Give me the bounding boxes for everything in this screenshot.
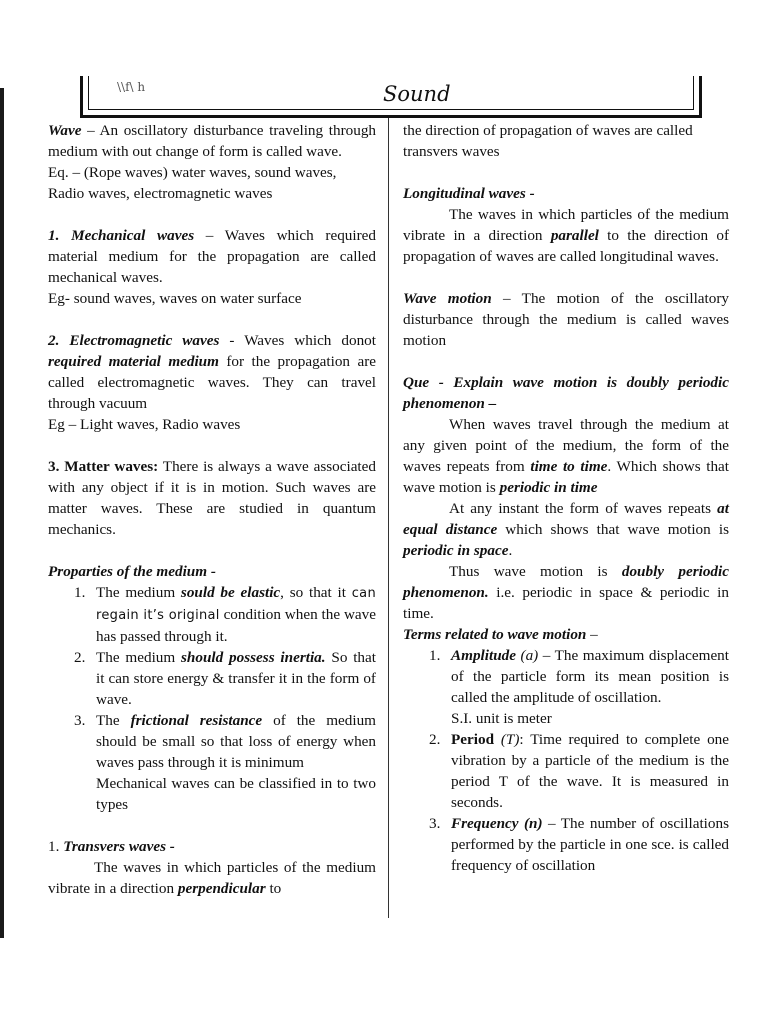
transvers-num: 1. xyxy=(48,838,64,855)
transvers-def: The waves in which particles of the medium vibrate in a direction perpendicular to xyxy=(48,859,376,897)
chapter-header xyxy=(80,76,702,118)
matter-waves xyxy=(48,456,376,540)
property-item: 1. The medium sould be elastic, so that it can regain it’s original condition when the wave has passed through it. xyxy=(74,584,376,645)
page-edge-shadow xyxy=(0,88,4,938)
matter-def: There is always a wave associated with any object if it is in motion. Such waves are matter waves. These are studied in quantum mechanics. xyxy=(48,458,376,538)
term-item: 3. Frequency (n) – The number of oscillations performed by the particle in one sce. is called frequency of oscillation xyxy=(429,815,729,874)
transvers-continued: the direction of propagation of waves are called transvers waves xyxy=(403,122,693,160)
mechanical-waves xyxy=(48,225,376,288)
mechanical-def: – Waves which required material medium for the propagation are called mechanical waves. xyxy=(48,227,376,286)
em-def-2: for the propagation are called electromagnetic waves. They can travel through vacuum xyxy=(48,353,376,412)
question: Que - Explain wave motion is doubly periodic phenomenon – xyxy=(403,374,729,412)
properties-list xyxy=(48,582,376,815)
transvers-term: Transvers waves - xyxy=(63,838,175,855)
left-column xyxy=(48,120,376,899)
term-item: 2. Period (T): Time required to complete one vibration by a particle of the medium is the period T of the wave. It is measured in seconds. xyxy=(429,731,730,811)
property-item: 3. The frictional resistance of the medium should be small so that loss of energy when waves pass through it is minimum Mechanical waves can be classified in to two types xyxy=(74,712,376,813)
electromagnetic-waves xyxy=(48,330,376,414)
wave-definition xyxy=(48,120,376,162)
terms-list xyxy=(403,645,729,876)
chapter-title: Sound xyxy=(383,82,451,106)
answer-space: At any instant the form of waves repeats at equal distance which shows that wave motion is periodic in space. xyxy=(403,500,729,559)
wave-motion: Wave motion – The motion of the oscillatory disturbance through the medium is called waves motion xyxy=(403,290,730,349)
em-def-1: - Waves which donot xyxy=(219,332,376,349)
column-divider xyxy=(388,118,389,918)
longitudinal-def: The waves in which particles of the medium vibrate in a direction parallel to the direction of propagation of waves are called longitudinal waves. xyxy=(403,206,730,265)
matter-term: 3. Matter waves: xyxy=(48,458,159,475)
em-examples: Eg – Light waves, Radio waves xyxy=(48,416,241,433)
right-column xyxy=(403,120,729,876)
mechanical-examples: Eg- sound waves, waves on water surface xyxy=(48,290,302,307)
longitudinal-term: Longitudinal waves - xyxy=(403,185,535,202)
wave-motion-term: Wave motion xyxy=(403,290,492,307)
em-term: 2. Electromagnetic waves xyxy=(48,332,220,349)
em-bold: required material medium xyxy=(48,353,219,370)
wave-def-text: – An oscillatory disturbance traveling through medium with out change of form is called wave. xyxy=(48,122,376,160)
wave-examples: Eq. – (Rope waves) water waves, sound waves, Radio waves, electromagnetic waves xyxy=(48,164,337,202)
header-scribble: \\f\ h xyxy=(117,80,146,94)
answer-doubly: Thus wave motion is doubly periodic phenomenon. i.e. periodic in space & periodic in time. xyxy=(403,563,729,622)
transvers-waves xyxy=(48,836,376,857)
property-item: 2. The medium should possess inertia. So that it can store energy & transfer it in the form of wave. xyxy=(74,649,376,708)
properties-heading: Proparties of the medium - xyxy=(48,563,216,580)
terms-heading: Terms related to wave motion – xyxy=(403,626,598,643)
mechanical-term: 1. Mechanical waves xyxy=(48,227,195,244)
answer-time: When waves travel through the medium at any given point of the medium, the form of the waves repeats from time to time. Which shows that wave motion is periodic in time xyxy=(403,416,729,496)
term-item: 1. Amplitude (a) – The maximum displacement of the particle form its mean position is called the amplitude of oscillation. S.I. unit is meter xyxy=(429,647,729,727)
wave-term: Wave xyxy=(48,122,82,139)
